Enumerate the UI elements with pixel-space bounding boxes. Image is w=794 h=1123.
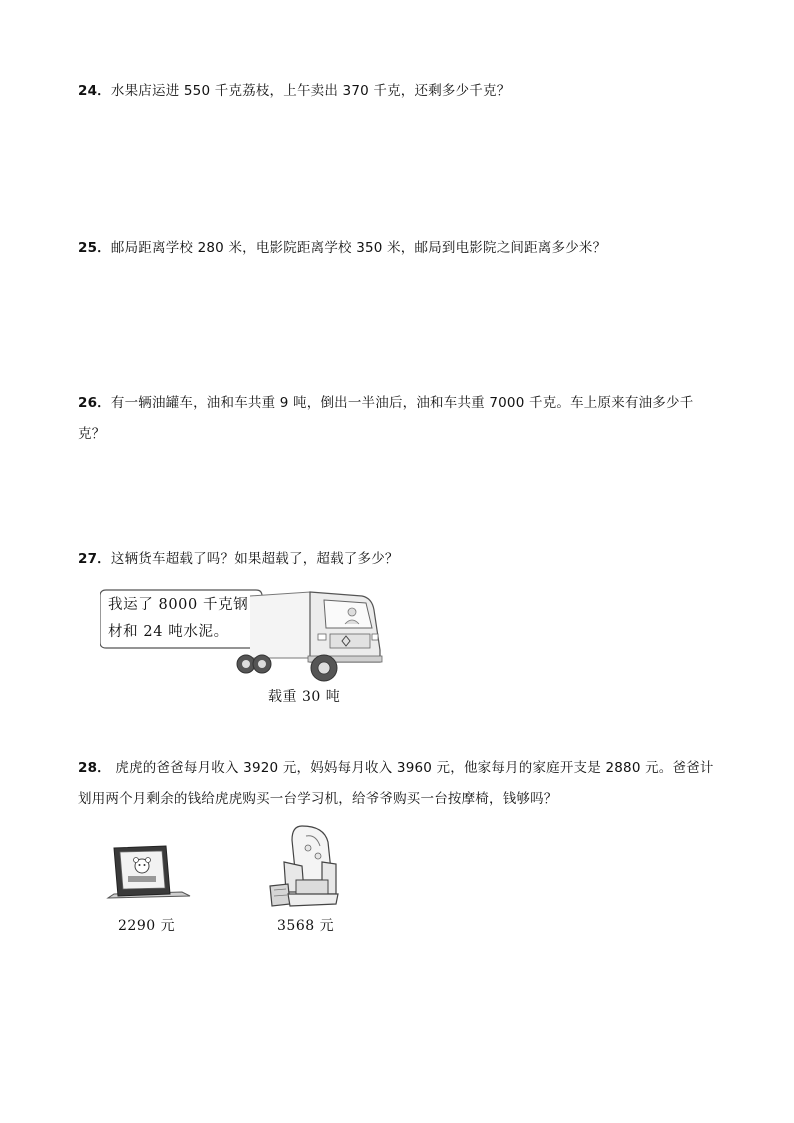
question-text: 有一辆油罐车，油和车共重 9 吨，倒出一半油后，油和车共重 7000 千克。车上原来有油多少千克？ xyxy=(78,395,694,442)
question-text: 虎虎的爸爸每月收入 3920 元，妈妈每月收入 3960 元，他家每月的家庭开支是 2880 元。爸爸计划用两个月剩余的钱给虎虎购买一台学习机，给爷爷购买一台按摩椅，钱够吗？ xyxy=(78,760,714,807)
bubble-line-1: 我运了 8000 千克钢 xyxy=(108,597,249,613)
truck-load-caption: 载重 30 吨 xyxy=(268,689,341,705)
question-text: 这辆货车超载了吗？如果超载了，超载了多少？ xyxy=(110,551,399,567)
truck-illustration xyxy=(100,588,400,718)
tablet-icon xyxy=(104,822,194,906)
question-27 xyxy=(78,544,718,575)
tablet-price: 2290 元 xyxy=(118,918,176,934)
question-number: 24． xyxy=(78,83,111,99)
bubble-line-2: 材和 24 吨水泥。 xyxy=(108,624,229,640)
question-number: 27． xyxy=(78,551,111,567)
question-26 xyxy=(78,388,718,450)
massage-chair-price: 3568 元 xyxy=(277,918,335,934)
question-25 xyxy=(78,233,718,264)
question-text: 邮局距离学校 280 米，电影院距离学校 350 米，邮局到电影院之间距离多少米？ xyxy=(110,240,607,256)
question-number: 25． xyxy=(78,240,111,256)
question-text: 水果店运进 550 千克荔枝，上午卖出 370 千克，还剩多少千克？ xyxy=(110,83,511,99)
question-number: 26． xyxy=(78,395,111,411)
massage-chair-product xyxy=(262,822,342,908)
question-28 xyxy=(78,753,718,815)
tablet-product xyxy=(104,822,194,906)
speech-bubble xyxy=(102,590,262,648)
question-number: 28． xyxy=(78,760,111,776)
question-24 xyxy=(78,76,718,107)
massage-chair-icon xyxy=(262,822,342,908)
